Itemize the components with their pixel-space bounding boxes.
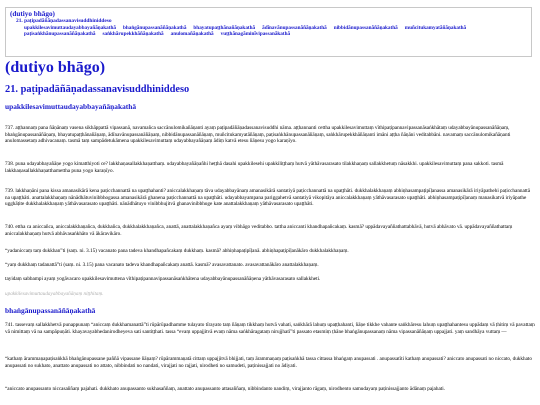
- paragraph-anatta: “yaṃ dukkhaṃ tadanattā”ti (saṃ. ni. 3.15) pana vacanato tadeva khandhapañcakaṃ anattā. kasmā? avasavattanato. avasavattanākāro anattalakkhaṇaṃ.: [5, 262, 319, 268]
- toc-link-sankharupekkha[interactable]: saṅkhārupekkhāñāṇakathā: [102, 31, 164, 38]
- section-title: 21. paṭipadāñāṇadassanavisuddhiniddeso: [5, 84, 190, 95]
- toc-link-nibbida[interactable]: nibbidānupassanāñāṇakathā: [333, 24, 398, 31]
- paragraph-quote-2: “aniccato anupassanto niccasaññaṃ pajahati. dukkhato anupassanto sukhasaññaṃ, anattato anupassanto attasaññaṃ, nibbindanto nandiṃ, virajjanto rāgaṃ, nirodhento samudayaṃ paṭinissajjanto ādānaṃ pajahati.: [5, 386, 445, 392]
- toc-links-row: [10, 31, 527, 38]
- toc-link-patisankha[interactable]: paṭisaṅkhānupassanāñāṇakathā: [24, 31, 96, 38]
- section-end-note: upakkilesavimuttaudayabbayañāṇaṃ niṭṭhitaṃ.: [5, 291, 104, 297]
- toc-section-link[interactable]: 21. paṭipadāñāṇadassanavisuddhiniddeso: [16, 18, 112, 24]
- paragraph-summary: tayidaṃ sabbampi ayaṃ yogāvacaro upakkilesavimuttena vīthipaṭipannavipassanāsaṅkhātena udayabbayānupassanāñāṇena yāthāvasarasato sallakkheti.: [5, 276, 321, 282]
- paragraph-quote: “kathaṃ ārammaṇapaṭisaṅkhā bhaṅgānupassane paññā vipassane ñāṇaṃ? rūpārammaṇatā cittaṃ uppajjitvā bhijjati, taṃ ārammaṇaṃ paṭisaṅkhā tassa cittassa bhaṅgaṃ anupassati . anupassatīti kathaṃ anupassati? aniccato anupassati no niccato, dukkhato anupassati no sukhato, anattato anupassati no attato, nibbindati no nandati, virajjati no rajjati, nirodheti no samudeti, paṭinissajjati no ādiyati.: [5, 356, 532, 369]
- toc-link-adinava[interactable]: ādīnavānupassanāñāṇakathā: [262, 24, 327, 31]
- paragraph-741: 741. tassevaṃ sallakkhetvā punappunaṃ “aniccaṃ dukkhamanattā”ti rūpārūpadhamme tulayato tīrayato taṃ ñāṇaṃ tikkhaṃ hutvā vahati, saṅkhārā lahuṃ upaṭṭhahanti, ñāṇe tikkhe vahante saṅkhāresu lahuṃ upaṭṭhahantesu uppādaṃ vā ṭhitiṃ vā pavattaṃ vā nimittaṃ vā na sampāpuṇāti. khayavayabhedanirodheyeva sati santiṭṭhati. tassa “evaṃ uppajjitvā evaṃ nāma saṅkhāragataṃ nirujjhatī”ti passato etasmiṃ ṭhāne bhaṅgānupassanaṃ nāma vipassanāñāṇaṃ uppajjati. yaṃ sandhāya vuttaṃ —: [5, 322, 535, 335]
- toc-link-udayabbaya[interactable]: upakkilesavimuttaudayabbayañāṇakathā: [24, 24, 116, 31]
- paragraph-737: 737. aṭṭhannaṃ pana ñāṇānaṃ vasena sikhāppattā vipassanā, navamañca saccānulomikañāṇanti ayaṃ paṭipadāñāṇadassanavisuddhi nāma. aṭṭhannanti cettha upakkilesavimuttaṃ vīthipaṭipannavipassanāsaṅkhātaṃ udayabbayānupassanāñāṇaṃ, bhaṅgānupassanāñāṇaṃ, bhayatupaṭṭhānañāṇaṃ, ādīnavānupassanāñāṇaṃ, nibbidānupassanāñāṇaṃ, muñcitukamyatāñāṇaṃ, paṭisaṅkhānupassanāñāṇaṃ, saṅkhārupekkhāñāṇanti imāni aṭṭha ñāṇāni veditabbāni. navamaṃ saccānulomikañāṇanti anulomassetaṃ adhivacanaṃ. tasmā taṃ sampādetukāmena upakkilesavimuttaṃ udayabbayañāṇaṃ ādiṃ katvā etesu ñāṇesu yogo karaṇīyo.: [5, 125, 511, 145]
- paragraph-739: 739. lakkhaṇāni pana kissa amanasikārā kena paṭicchannattā na upaṭṭhahanti? aniccalakkhaṇaṃ tāva udayabbayānaṃ amanasikārā santatiyā paṭicchannattā na upaṭṭhāti. dukkhalakkhaṇaṃ abhiṇhasampaṭipīḷanassa amanasikārā iriyāpathehi paṭicchannattā na upaṭṭhāti. anattalakkhaṇaṃ nānādhātuvinibbhogassa amanasikārā ghanena paṭicchannattā na upaṭṭhāti. udayabbayampana pariggahetvā santatiyā vikopitāya aniccalakkhaṇaṃ yāthāvasarasato upaṭṭhāti. abhiṇhasampaṭipīḷanaṃ manasikatvā iriyāpathe ugghāṭite dukkhalakkhaṇaṃ yāthāvasarasato upaṭṭhāti. nānādhātuyo vinibbhujitvā ghanavinibbhoge kate anattalakkhaṇaṃ yāthāvasarasato upaṭṭhāti.: [5, 188, 531, 208]
- toc-link-bhanga[interactable]: bhaṅgānupassanāñāṇakathā: [122, 24, 187, 31]
- paragraph-740: 740. ettha ca aniccañca, aniccalakkhaṇañca, dukkhañca, dukkhalakkhaṇañca, anattā, anattalakkhaṇañca ayaṃ vibhāgo veditabbo. tattha aniccanti khandhapañcakaṃ. kasmā? uppādavayaññathattabhāvā, hutvā abhāvato vā. uppādavayaññathattaṃ aniccalakkhaṇaṃ hutvā abhāvasaṅkhāto vā ākāravikāro.: [5, 224, 513, 237]
- subsection-title: upakkilesavimuttaudayabbayañāṇakathā: [5, 102, 137, 111]
- paragraph-dukkha: “yadaniccaṃ taṃ dukkhan”ti (saṃ. ni. 3.15) vacanato pana tadeva khandhapañcakaṃ dukkhaṃ. kasmā? abhiṇhapaṭipīḷanā. abhiṇhapaṭipīḷanākāro dukkhalakkhaṇaṃ.: [5, 248, 349, 254]
- toc-link-anuloma[interactable]: anulomañāṇakathā: [170, 31, 214, 38]
- paragraph-738: 738. puna udayabbayañāṇe yogo kimatthiyoti ce? lakkhaṇasallakkhaṇatthaṃ. udayabbayañāṇañhi heṭṭhā dasahi upakkilesehi upakkiliṭṭhaṃ hutvā yāthāvasarasato tilakkhaṇaṃ sallakkhetuṃ nāsakkhi. upakkilesavimuttaṃ pana sakkoti. tasmā lakkhaṇasallakkhaṇatthamettha puna yogo karaṇīyo.: [5, 161, 504, 174]
- page-title: (dutiyo bhāgo): [5, 59, 106, 76]
- table-of-contents: [5, 7, 532, 57]
- subsection-title: bhaṅgānupassanāñāṇakathā: [5, 306, 96, 315]
- toc-links-row: [10, 25, 527, 32]
- toc-link-muncitukamyata[interactable]: muñcitukamyatāñāṇakathā: [404, 24, 467, 31]
- toc-link-bhayatupatthana[interactable]: bhayatupaṭṭhānañāṇakathā: [193, 24, 256, 31]
- toc-link-vutthanagamini[interactable]: vuṭṭhānagāminīvipassanākathā: [220, 31, 291, 38]
- toc-heading-link[interactable]: (dutiyo bhāgo): [10, 10, 55, 18]
